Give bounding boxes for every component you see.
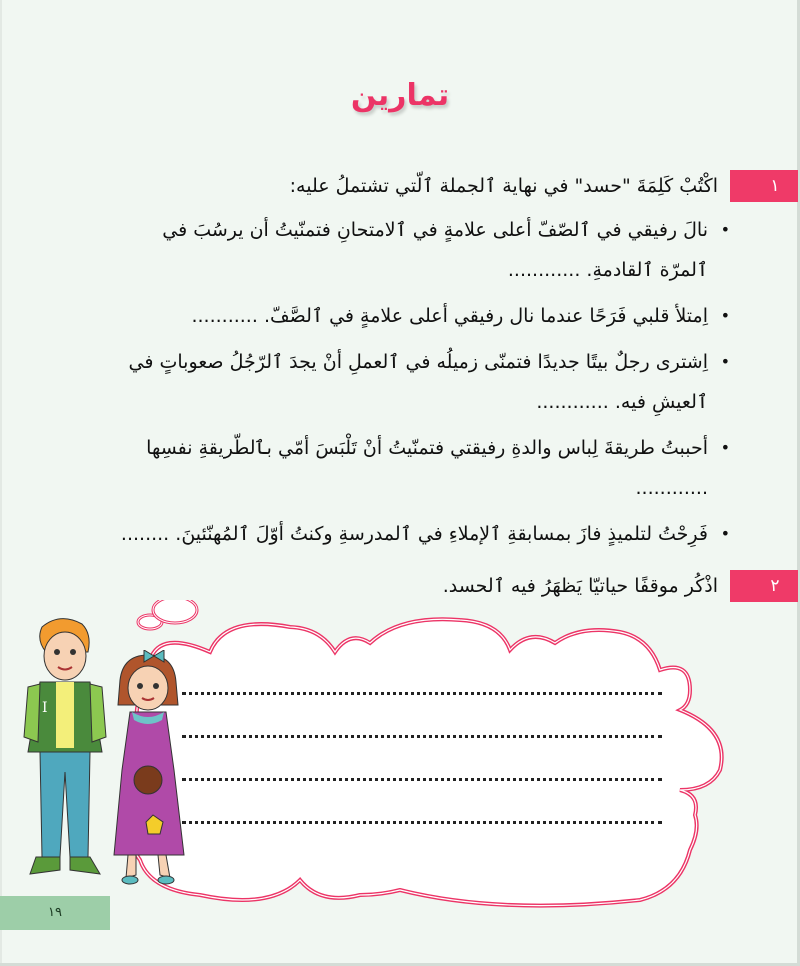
exercise-2-instruction: اذْكُر موقفًا حياتيّا يَظهَرُ فيه ٱلحسد. (442, 575, 718, 597)
exercise-1-list (110, 210, 730, 560)
answer-line-4[interactable] (182, 821, 662, 824)
answer-blank[interactable]: ........ (120, 523, 170, 545)
bullet-icon: • (720, 306, 730, 325)
answer-blank[interactable]: ........... (191, 305, 258, 327)
item-text: فَرِحْتُ لتلميذٍ فازَ بمسابقةِ ٱلإملاءِ في ٱلمدرسةِ وكنتُ أوّلَ ٱلمُهنّئينَ. (175, 523, 708, 545)
answer-blank[interactable]: ............ (507, 259, 581, 281)
bullet-icon: • (720, 352, 730, 371)
exercise-2-number: ٢ (770, 576, 780, 596)
page-number: ١٩ (0, 896, 110, 930)
list-item (110, 210, 730, 290)
exercise-1-instruction: اكْتُبْ كَلِمَةَ "حسد" في نهاية ٱلجملة ٱلّتي تشتملُ عليه: (289, 175, 718, 197)
answer-line-2[interactable] (182, 735, 662, 738)
thought-cloud-area (0, 600, 800, 910)
girl-illustration-icon (108, 650, 188, 890)
list-item (110, 342, 730, 422)
list-item (110, 428, 730, 508)
svg-text:I: I (42, 700, 48, 716)
answer-line-1[interactable] (182, 692, 662, 695)
list-item (110, 296, 730, 336)
bullet-icon: • (720, 524, 730, 543)
answer-line-3[interactable] (182, 778, 662, 781)
answer-blank[interactable]: ............ (536, 391, 609, 413)
boy-illustration-icon (10, 612, 120, 882)
item-text: اِشترى رجلٌ بيتًا جديدًا فتمنّى زميلُه في ٱلعملِ أنْ يجدَ ٱلرّجُلُ صعوباتٍ في ٱلعيشِ فيه. (128, 351, 708, 413)
item-text: اِمتلأ قلبي فَرَحًا عندما نال رفيقي أعلى علامةٍ في ٱلصَّفّ. (263, 305, 708, 327)
bullet-icon: • (720, 220, 730, 239)
item-text: نالَ رفيقي في ٱلصّفّ أعلى علامةٍ في ٱلامتحانِ فتمنّيتُ أن يرسُبَ في ٱلمرّة ٱلقادمةِ. (162, 219, 708, 281)
page-title: تمارين (350, 78, 450, 113)
bullet-icon: • (720, 438, 730, 457)
exercise-2-badge (730, 570, 798, 602)
exercise-1-badge (730, 170, 798, 202)
answer-blank[interactable]: ............ (635, 477, 708, 499)
exercise-1-number: ١ (770, 176, 780, 196)
list-item (110, 514, 730, 554)
item-text: أحببتُ طريقةَ لِباس والدةِ رفيقتي فتمنّيتُ أنْ تَلْبَسَ أمّي بٱلطّريقةِ نفسِها (146, 437, 708, 459)
